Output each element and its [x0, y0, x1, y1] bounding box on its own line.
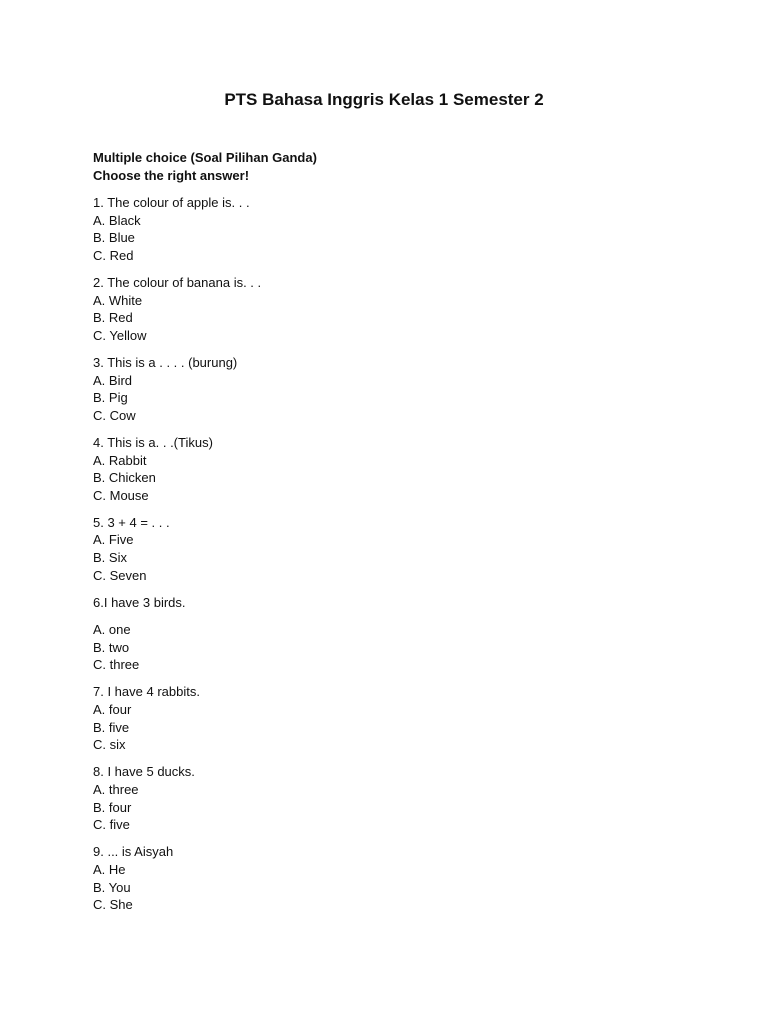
question-text: 6.I have 3 birds. [93, 594, 186, 610]
question-text: 2. The colour of banana is. . . [93, 274, 262, 290]
option-b: B. Chicken [93, 470, 156, 486]
question-text: 5. 3 + 4 = . . . [93, 514, 170, 530]
question-7 [93, 683, 693, 753]
question-8 [93, 763, 693, 833]
option-c: C. six [93, 737, 126, 753]
question-text: 9. ... is Aisyah [93, 844, 174, 860]
question-text: 8. I have 5 ducks. [93, 764, 195, 780]
document-title: PTS Bahasa Inggris Kelas 1 Semester 2 [224, 90, 544, 109]
option-c: C. five [93, 817, 130, 833]
question-text: 3. This is a . . . . (burung) [93, 354, 238, 370]
question-text: 4. This is a. . .(Tikus) [93, 434, 213, 450]
option-b: B. You [93, 879, 131, 895]
question-list [93, 194, 693, 923]
section-heading: Multiple choice (Soal Pilihan Ganda) [93, 150, 317, 165]
option-a: A. Bird [93, 372, 133, 388]
option-c: C. Mouse [93, 487, 149, 503]
option-a: A. Five [93, 532, 134, 548]
option-c: C. Cow [93, 407, 136, 423]
question-6 [93, 594, 693, 674]
option-a: A. one [93, 622, 131, 638]
option-a: A. Rabbit [93, 452, 147, 468]
question-9 [93, 843, 693, 913]
question-3 [93, 354, 693, 424]
intro-block [93, 149, 317, 185]
option-c: C. She [93, 897, 133, 913]
question-text: 1. The colour of apple is. . . [93, 195, 250, 210]
instruction-text: Choose the right answer! [93, 168, 250, 183]
question-4 [93, 434, 693, 504]
option-b: B. Red [93, 310, 133, 326]
option-b: B. two [93, 639, 130, 655]
option-a: A. White [93, 292, 143, 308]
question-text: 7. I have 4 rabbits. [93, 684, 200, 700]
option-a: A. three [93, 781, 139, 797]
option-b: B. Six [93, 550, 127, 566]
option-b: B. Pig [93, 390, 128, 406]
option-c: C. Red [93, 247, 134, 263]
option-b: B. four [93, 799, 132, 815]
option-c: C. three [93, 657, 140, 673]
option-b: B. Blue [93, 230, 135, 246]
option-a: A. He [93, 861, 126, 877]
option-c: C. Seven [93, 567, 147, 583]
option-b: B. five [93, 719, 130, 735]
question-5 [93, 514, 693, 584]
option-a: A. four [93, 702, 132, 717]
question-1 [93, 194, 693, 264]
question-2 [93, 274, 693, 344]
option-c: C. Yellow [93, 327, 147, 343]
option-a: A. Black [93, 212, 141, 228]
